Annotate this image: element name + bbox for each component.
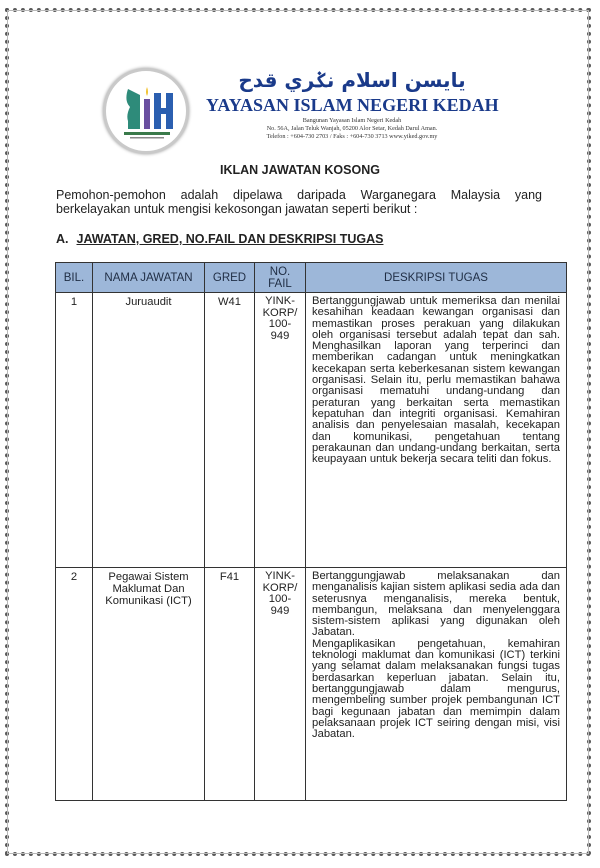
section-letter: A. <box>56 232 69 246</box>
fail-part: 949 <box>270 604 290 617</box>
fail-part: KORP/ <box>262 581 298 594</box>
cell-nama-jawatan: Pegawai Sistem Maklumat Dan Komunikasi (ICT) <box>93 568 205 801</box>
fail-part: 949 <box>270 329 290 342</box>
org-contact: Telefon : +604-730 2703 / Faks : +604-730 3713 www.yiked.gov.my <box>266 133 438 140</box>
cell-no-fail <box>255 293 306 568</box>
desc-paragraph-2: Mengaplikasikan pengetahuan, kemahiran teknologi maklumat dan komunikasi (ICT) terkini yang selamat dalam melaksanakan fungsi tugas berdasarkan keperluan jabatan. Selain itu, bertanggungjawab dalam mengurus, mengembeling sumber projek pembangunan ICT bagi kegunaan jabatan dan memimpin dalam pelaksanaan projek ICT seiring dengan misi, visi Jabatan. <box>312 637 560 741</box>
intro-line-2: berkelayakan untuk mengisi kekosongan jawatan seperti berikut : <box>56 202 418 216</box>
desc-paragraph-1: Bertanggungjawab melaksanakan dan menganalisis kajian sistem aplikasi sedia ada dan seterusnya menganalisis, mereka bentuk, membangun, melaksana dan menyelenggara sistem-sistem aplikasi yang digunakan oleh Jabatan. <box>312 570 560 639</box>
fail-part: 100- <box>268 593 292 605</box>
document-title: IKLAN JAWATAN KOSONG <box>220 163 380 177</box>
cell-gred: W41 <box>205 293 255 568</box>
org-address: No. 56A, Jalan Teluk Wanjah, 05200 Alor Setar, Kedah Darul Aman. <box>266 125 438 132</box>
header-bil: BIL. <box>56 263 93 293</box>
fail-part: YINK- <box>265 295 295 307</box>
header-no-fail-line2: FAIL <box>268 277 292 290</box>
header-no-fail <box>255 263 306 293</box>
fail-part: KORP/ <box>262 306 298 319</box>
header-gred: GRED <box>205 263 255 293</box>
fail-part: 100- <box>268 318 292 330</box>
job-table <box>55 262 567 801</box>
org-name: YAYASAN ISLAM NEGERI KEDAH <box>206 95 499 115</box>
organization-logo <box>103 68 189 154</box>
header-no-fail-line1: NO. <box>269 265 291 278</box>
intro-line-1: Pemohon-pemohon adalah dipelawa daripada Warganegara Malaysia yang <box>56 188 542 202</box>
table-row <box>56 568 567 801</box>
section-heading <box>56 232 383 247</box>
table-header-row <box>56 263 567 293</box>
cell-no-fail <box>255 568 306 801</box>
intro-paragraph <box>56 188 542 216</box>
cell-deskripsi: Bertanggungjawab untuk memeriksa dan menilai kesahihan keadaan kewangan organisasi dan memastikan proses perakuan yang dilakukan oleh organisasi tersebut adalah tepat dan sah. Menghasilkan laporan yang terperinci dan memberikan cadangan untuk meningkatkan kecekapan serta keberkesanan sistem kewangan organisasi. Selain itu, perlu memastikan bahawa organisasi mematuhi undang-undang dan peraturan yang berkaitan serta memastikan kepatuhan dan integriti organisasi. Kemahiran analisis dan penyelesaian masalah, kecekapan dan komunikasi, pengetahuan tentang perakaunan dan undang-undang berkaitan, serta keupayaan untuk bekerja secara teliti dan fokus. <box>306 293 567 568</box>
cell-bil: 2 <box>56 568 93 801</box>
section-title: JAWATAN, GRED, NO.FAIL DAN DESKRIPSI TUGAS <box>76 232 384 246</box>
logo-emblem-icon <box>106 71 186 151</box>
header-nama-jawatan: NAMA JAWATAN <box>93 263 205 293</box>
table-row <box>56 293 567 568</box>
org-address-block <box>212 117 492 141</box>
cell-gred: F41 <box>205 568 255 801</box>
header-deskripsi: DESKRIPSI TUGAS <box>306 263 567 293</box>
cell-nama-jawatan: Juruaudit <box>93 293 205 568</box>
fail-part: YINK- <box>265 570 295 582</box>
org-building: Bangunan Yayasan Islam Negeri Kedah <box>302 117 402 124</box>
cell-bil: 1 <box>56 293 93 568</box>
org-name-jawi: يايسن اسلام نݢري قدح <box>238 68 466 92</box>
cell-deskripsi <box>306 568 567 801</box>
